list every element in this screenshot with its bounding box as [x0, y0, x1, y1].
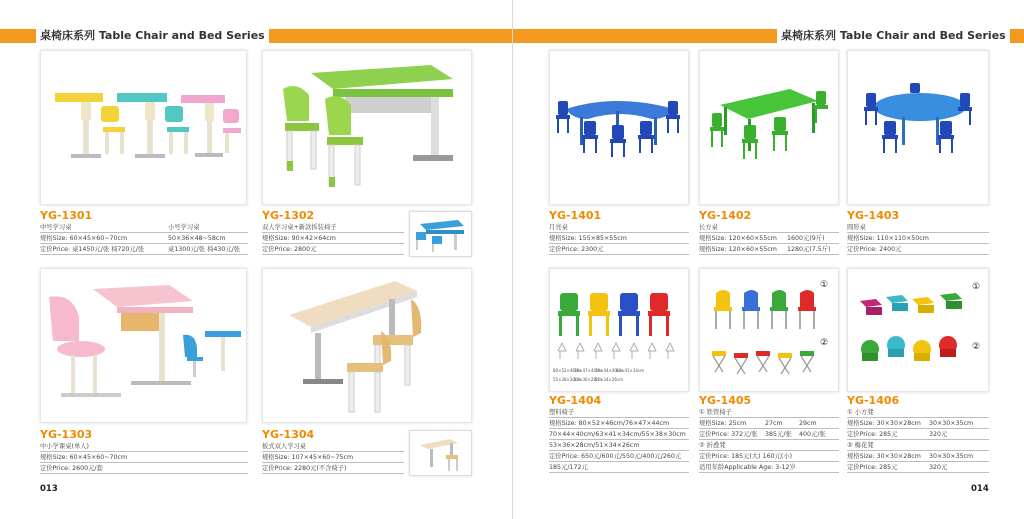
info-row: 定价Price: 2400元 — [847, 244, 989, 255]
marker-one: ① — [820, 280, 829, 290]
double-desk-illustration — [263, 51, 471, 204]
header-band-right — [248, 29, 512, 43]
size-label: 76×47×44cm — [574, 368, 603, 373]
info-row: ① 小方凳 — [847, 407, 989, 418]
info-row: 规格Size: 90×42×64cm — [262, 233, 404, 244]
product-image-yg-1403 — [847, 50, 989, 205]
marker-two: ② — [820, 338, 829, 348]
info-row: 规格Size: 120×60×55cm 1600元(9斤) — [699, 233, 839, 244]
product-info-yg-1304 — [262, 441, 404, 474]
marker-one: ① — [972, 282, 981, 292]
single-desk-illustration — [41, 269, 246, 422]
header-band-left — [0, 29, 36, 43]
thumbnail-yg-1304 — [409, 430, 472, 476]
size-label: 55×38×30cm — [553, 377, 582, 382]
stools-illustration — [848, 269, 988, 391]
info-row: 规格Size: 60×45×60~70cm 50×36×48~58cm — [40, 233, 248, 244]
info-row: 定价Price: 185元(大) 160元(小) — [699, 451, 839, 462]
product-info-yg-1301 — [40, 222, 248, 255]
page-number: 013 — [40, 484, 58, 494]
info-row: 中小学课桌(单人) — [40, 441, 248, 452]
info-row: 定价Price: 桌1450元/张 椅720元/张 桌1300元/张 椅430元/张 — [40, 244, 248, 255]
iron-chairs-illustration — [700, 269, 838, 391]
info-row: 板式双人学习桌 — [262, 441, 404, 452]
product-info-yg-1302 — [262, 222, 404, 255]
info-row: 长方桌 — [699, 222, 839, 233]
info-row: 适用年龄Applicable Age: 3-12岁 — [699, 462, 839, 473]
chair-sketches — [558, 343, 674, 359]
product-code: YG-1403 — [847, 209, 900, 222]
info-row: 圆形桌 — [847, 222, 989, 233]
product-code: YG-1302 — [262, 209, 315, 222]
thumbnail-yg-1302 — [409, 211, 472, 257]
info-row: 定价Price: 2280元(不含椅子) — [262, 463, 404, 474]
moon-table-illustration — [550, 51, 688, 204]
info-row: 中号学习桌 小号学习桌 — [40, 222, 248, 233]
product-image-yg-1404 — [549, 268, 689, 392]
product-code: YG-1405 — [699, 394, 752, 407]
product-code: YG-1304 — [262, 428, 315, 441]
info-row: 定价Price: 2800元 — [262, 244, 404, 255]
info-row: ② 折叠凳 — [699, 440, 839, 451]
product-code: YG-1406 — [847, 394, 900, 407]
info-row: 规格Size: 120×60×55cm 1280元(7.5斤) — [699, 244, 839, 255]
round-table-illustration — [848, 51, 988, 204]
info-row: 规格Size: 60×45×60~70cm — [40, 452, 248, 463]
product-info-yg-1401 — [549, 222, 689, 255]
product-image-yg-1302 — [262, 50, 472, 205]
product-info-yg-1404 — [549, 407, 689, 473]
info-row: 53×36×28cm/51×34×26cm — [549, 440, 689, 451]
info-row: 定价Price: 285元 320元 — [847, 429, 989, 440]
product-image-yg-1304 — [262, 268, 472, 423]
marker-two: ② — [972, 342, 981, 352]
size-label: 63×41×34cm — [616, 368, 645, 373]
product-code: YG-1301 — [40, 209, 93, 222]
product-image-yg-1303 — [40, 268, 247, 423]
study-desks-illustration — [41, 51, 246, 204]
product-info-yg-1406 — [847, 407, 989, 473]
info-row: 规格Size: 107×45×60~75cm — [262, 452, 404, 463]
info-row: 规格Size: 30×30×28cm 30×30×35cm — [847, 418, 989, 429]
info-row: 规格Size: 30×30×28cm 30×30×35cm — [847, 451, 989, 462]
product-info-yg-1403 — [847, 222, 989, 255]
info-row: 70×44×40cm/63×41×34cm/55×38×30cm — [549, 429, 689, 440]
info-row: 定价Price: 285元 320元 — [847, 462, 989, 473]
header-title: 桌椅床系列 Table Chair and Bed Series — [36, 27, 269, 45]
product-code: YG-1402 — [699, 209, 752, 222]
info-row: 定价Price: 2300元 — [549, 244, 689, 255]
small-desk-thumbnail — [410, 431, 471, 475]
rectangle-table-illustration — [700, 51, 838, 204]
info-row: 定价Price: 650元/600元/550元/400元/260元 — [549, 451, 689, 462]
plastic-chairs-illustration — [550, 269, 688, 391]
size-label: 80×52×46cm — [553, 368, 582, 373]
info-row: 月亮桌 — [549, 222, 689, 233]
size-label: 51×34×26cm — [595, 377, 624, 382]
info-row: 塑料椅子 — [549, 407, 689, 418]
size-label: 53×36×28cm — [574, 377, 603, 382]
info-row: 定价Price: 372元/张 385元/张 400元/张 — [699, 429, 839, 440]
page-number: 014 — [971, 484, 989, 494]
header-band-left — [513, 29, 777, 43]
info-row: ② 梅花凳 — [847, 440, 989, 451]
product-info-yg-1402 — [699, 222, 839, 255]
info-row: ① 铁管椅子 — [699, 407, 839, 418]
size-label: 70×44×40cm — [595, 368, 624, 373]
wooden-desk-illustration — [263, 269, 471, 422]
product-image-yg-1405 — [699, 268, 839, 392]
product-code: YG-1303 — [40, 428, 93, 441]
info-row: 规格Size: 110×110×50cm — [847, 233, 989, 244]
product-info-yg-1405 — [699, 407, 839, 473]
product-info-yg-1303 — [40, 441, 248, 474]
product-code: YG-1401 — [549, 209, 602, 222]
product-image-yg-1406 — [847, 268, 989, 392]
info-row: 规格Size: 155×85×55cm — [549, 233, 689, 244]
info-row: 规格Size: 25cm 27cm 29cm — [699, 418, 839, 429]
info-row: 定价Price: 2600元/套 — [40, 463, 248, 474]
product-image-yg-1301 — [40, 50, 247, 205]
blue-desk-thumbnail — [410, 212, 471, 256]
info-row: 185元/172元 — [549, 462, 689, 473]
product-image-yg-1401 — [549, 50, 689, 205]
info-row: 双人学习桌+新款拆装椅子 — [262, 222, 404, 233]
info-row: 规格Size: 80×52×46cm/76×47×44cm — [549, 418, 689, 429]
product-code: YG-1404 — [549, 394, 602, 407]
right-page — [512, 0, 1024, 519]
product-image-yg-1402 — [699, 50, 839, 205]
header-title: 桌椅床系列 Table Chair and Bed Series — [777, 27, 1010, 45]
